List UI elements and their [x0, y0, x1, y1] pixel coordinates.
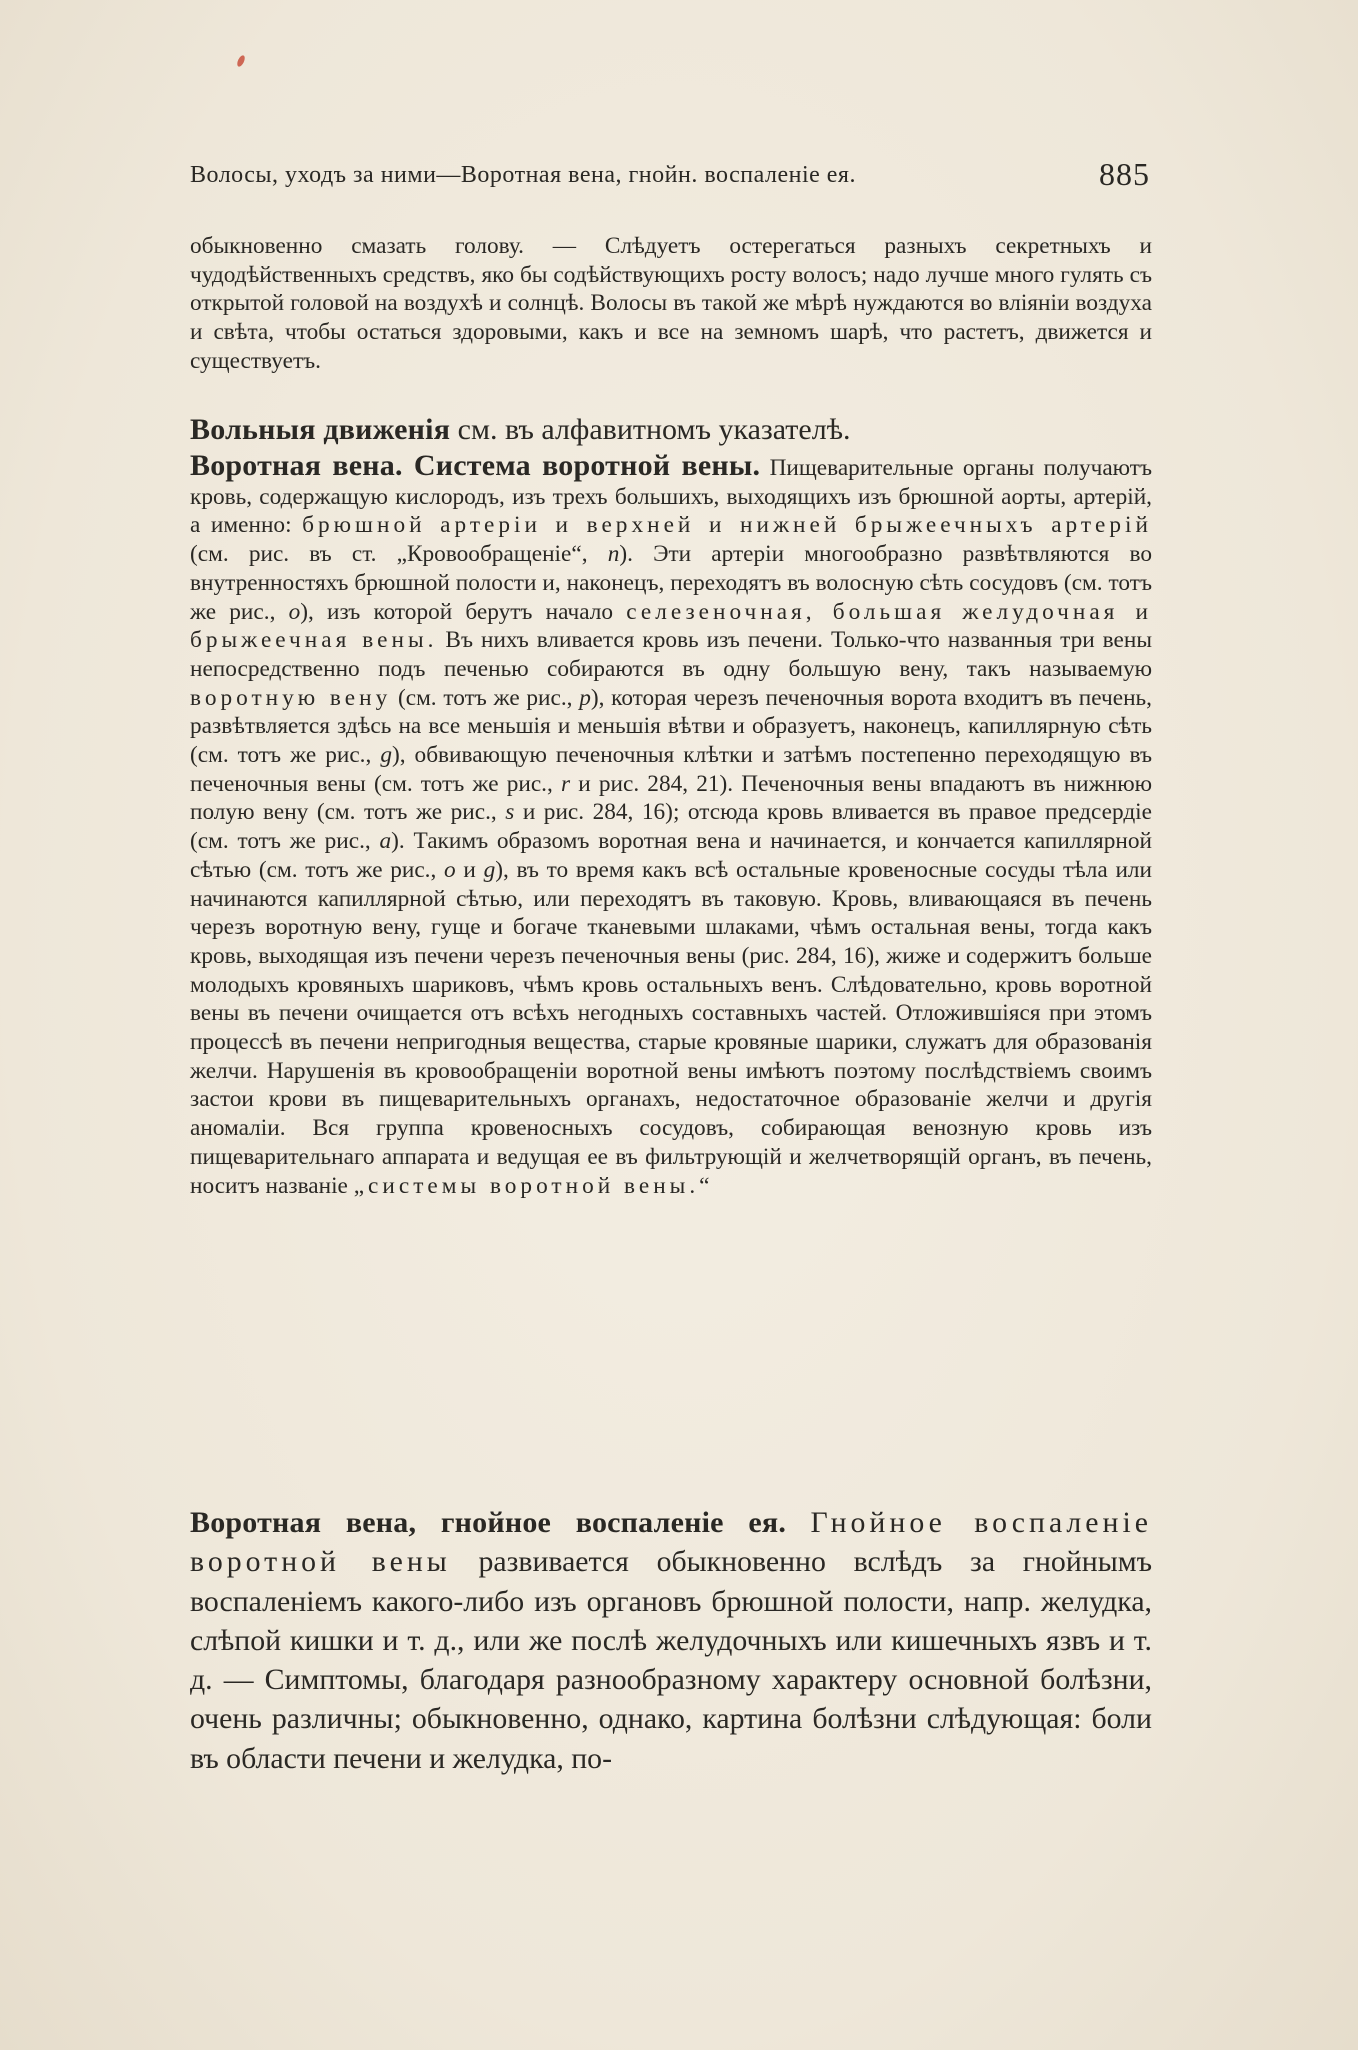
- spaced-term: селезеночная, большая желудочная и брыжеечная вены.: [190, 598, 1153, 654]
- running-title: Волосы, уходъ за ними—Воротная вена, гнойн. воспаленiе ея.: [190, 162, 856, 188]
- text-run: Пищеварительные органы получаютъ кровь, содержащую кислородъ, изъ трехъ большихъ, выходящихъ изъ брюшной аорты, артерiй, а именно:: [190, 455, 1153, 539]
- entry-portal-vein-inflammation: [190, 1503, 1152, 1778]
- entry-headword: Воротная вена. Система воротной вены.: [190, 449, 761, 482]
- text-run: и рис. 284, 21). Печеночныя вены впадаютъ въ нижнюю полую вену (см. тотъ же рис.,: [190, 770, 1153, 826]
- entry-headword: Вольныя движенiя: [190, 413, 451, 446]
- text-run: ), обвивающую печеночныя клѣтки и затѣмъ постепенно переходящую въ печеночныя вены (см. тотъ же рис.,: [190, 742, 1152, 797]
- entry-free-movements: [190, 410, 1152, 450]
- figure-marker: o: [288, 598, 301, 625]
- page-number: 885: [1099, 156, 1150, 192]
- entry-paragraph: [190, 449, 1153, 1200]
- entry-headword: Воротная вена, гнойное воспаленiе ея.: [190, 1506, 787, 1539]
- figure-marker: r: [560, 770, 571, 797]
- ink-blot: [236, 54, 247, 67]
- figure-marker: o: [444, 856, 456, 883]
- figure-marker: n: [607, 541, 620, 568]
- text-run: ). Такимъ образомъ воротная вена и начинается, и кончается капиллярной сѣтью (см. тотъ же рис.,: [190, 828, 1152, 883]
- figure-marker: g: [483, 856, 496, 883]
- entry-paragraph: [190, 1503, 1152, 1778]
- spaced-term: „системы воротной вены.“: [353, 1172, 714, 1199]
- text-run: Въ нихъ вливается кровь изъ печени. Только-что названныя три вены непосредственно подъ печенью собираются въ одну большую вену, такъ называемую: [190, 627, 1152, 682]
- figure-marker: s: [505, 799, 515, 826]
- running-head: [190, 156, 1150, 192]
- entry-text: обыкновенно смазать голову. — Слѣдуетъ остерегаться разныхъ секретныхъ и чудодѣйственныхъ средствъ, яко бы содѣйствующихъ росту волосъ; надо лучше много гулять съ открытой головой на воздухѣ и солнцѣ. Волосы въ такой же мѣрѣ нуждаются во влiянiи воздуха и свѣта, чтобы остаться здоровыми, какъ и все на земномъ шарѣ, что растетъ, движется и существуетъ.: [190, 233, 1152, 374]
- cross-reference: см. въ алфавитномъ указателѣ.: [457, 413, 851, 446]
- entry-portal-vein: [190, 449, 1153, 1200]
- text-run: (см. рис. въ ст. „Кровообращенiе“,: [190, 541, 588, 568]
- spaced-term: брюшной артерiи и верхней и нижней брыжеечныхъ артерiй: [302, 512, 1152, 539]
- figure-marker: g: [380, 742, 392, 769]
- text-run: ), въ то время какъ всѣ остальные кровеносные сосуды тѣла или начинаются капиллярной сѣтью, или переходятъ въ таковую. Кровь, вливающаяся въ печень черезъ воротную вену, гуще и богаче тканевыми шлаками, чѣмъ остальная вены, тогда какъ кровь, выходящая изъ печени черезъ печеночныя вены (рис. 284, 16), жиже и содержитъ больше молодыхъ кровяныхъ шариковъ, чѣмъ кровь остальныхъ венъ. Слѣдовательно, кровь воротной вены въ печени очищается отъ всѣхъ негодныхъ составныхъ частей. Отложившiяся при этомъ процессѣ въ печени непригодныя вещества, старые кровяные шарики, служатъ для образованiя желчи. Нарушенiя въ кровообращенiи воротной вены имѣютъ поэтому послѣдствiемъ своимъ застои крови въ пищеварительныхъ органахъ, недостаточное образованiе желчи и другiя аномалiи. Вся группа кровеносныхъ сосудовъ, собирающая венозную кровь изъ пищеварительнаго аппарата и ведущая ее въ фильтрующiй и желчетворящiй органъ, въ печень, носитъ названiе: [190, 856, 1153, 1199]
- figure-marker: p: [579, 684, 591, 711]
- spaced-term: Гнойное воспаленiе воротной вены: [190, 1506, 1152, 1579]
- text-run: ), которая черезъ печеночныя ворота входитъ въ печень, развѣтвляется здѣсь на все меньшiя и меньшiя вѣтви и образуетъ, наконецъ, капиллярную сѣть (см. тотъ же рис.,: [190, 684, 1153, 769]
- text-run: развивается обыкновенно вслѣдъ за гнойнымъ воспаленiемъ какого-либо изъ органовъ брюшной полости, напр. желудка, слѣпой кишки и т. д., или же послѣ желудочныхъ или кишечныхъ язвъ и т. д. — Симптомы, благодаря разнообразному характеру основной болѣзни, очень различны; обыкновенно, однако, картина болѣзни слѣдующая: боли въ области печени и желудка, по-: [190, 1545, 1152, 1775]
- text-run: (см. тотъ же рис.,: [397, 684, 573, 711]
- entry-paragraph: [190, 410, 1152, 450]
- text-run: и: [463, 856, 476, 883]
- entry-hair-continuation: [190, 232, 1152, 376]
- text-run: ). Эти артерiи многообразно развѣтвляются во внутренностяхъ брюшной полости и, наконецъ, переходятъ въ волосную сѣть сосудовъ (см. тотъ же рис.,: [190, 541, 1153, 625]
- text-run: и рис. 284, 16); отсюда кровь вливается въ правое предсердiе (см. тотъ же рис.,: [190, 799, 1152, 855]
- spaced-term: воротную вену: [190, 684, 392, 711]
- figure-marker: a: [379, 828, 392, 855]
- text-run: ), изъ которой берутъ начало: [300, 598, 614, 625]
